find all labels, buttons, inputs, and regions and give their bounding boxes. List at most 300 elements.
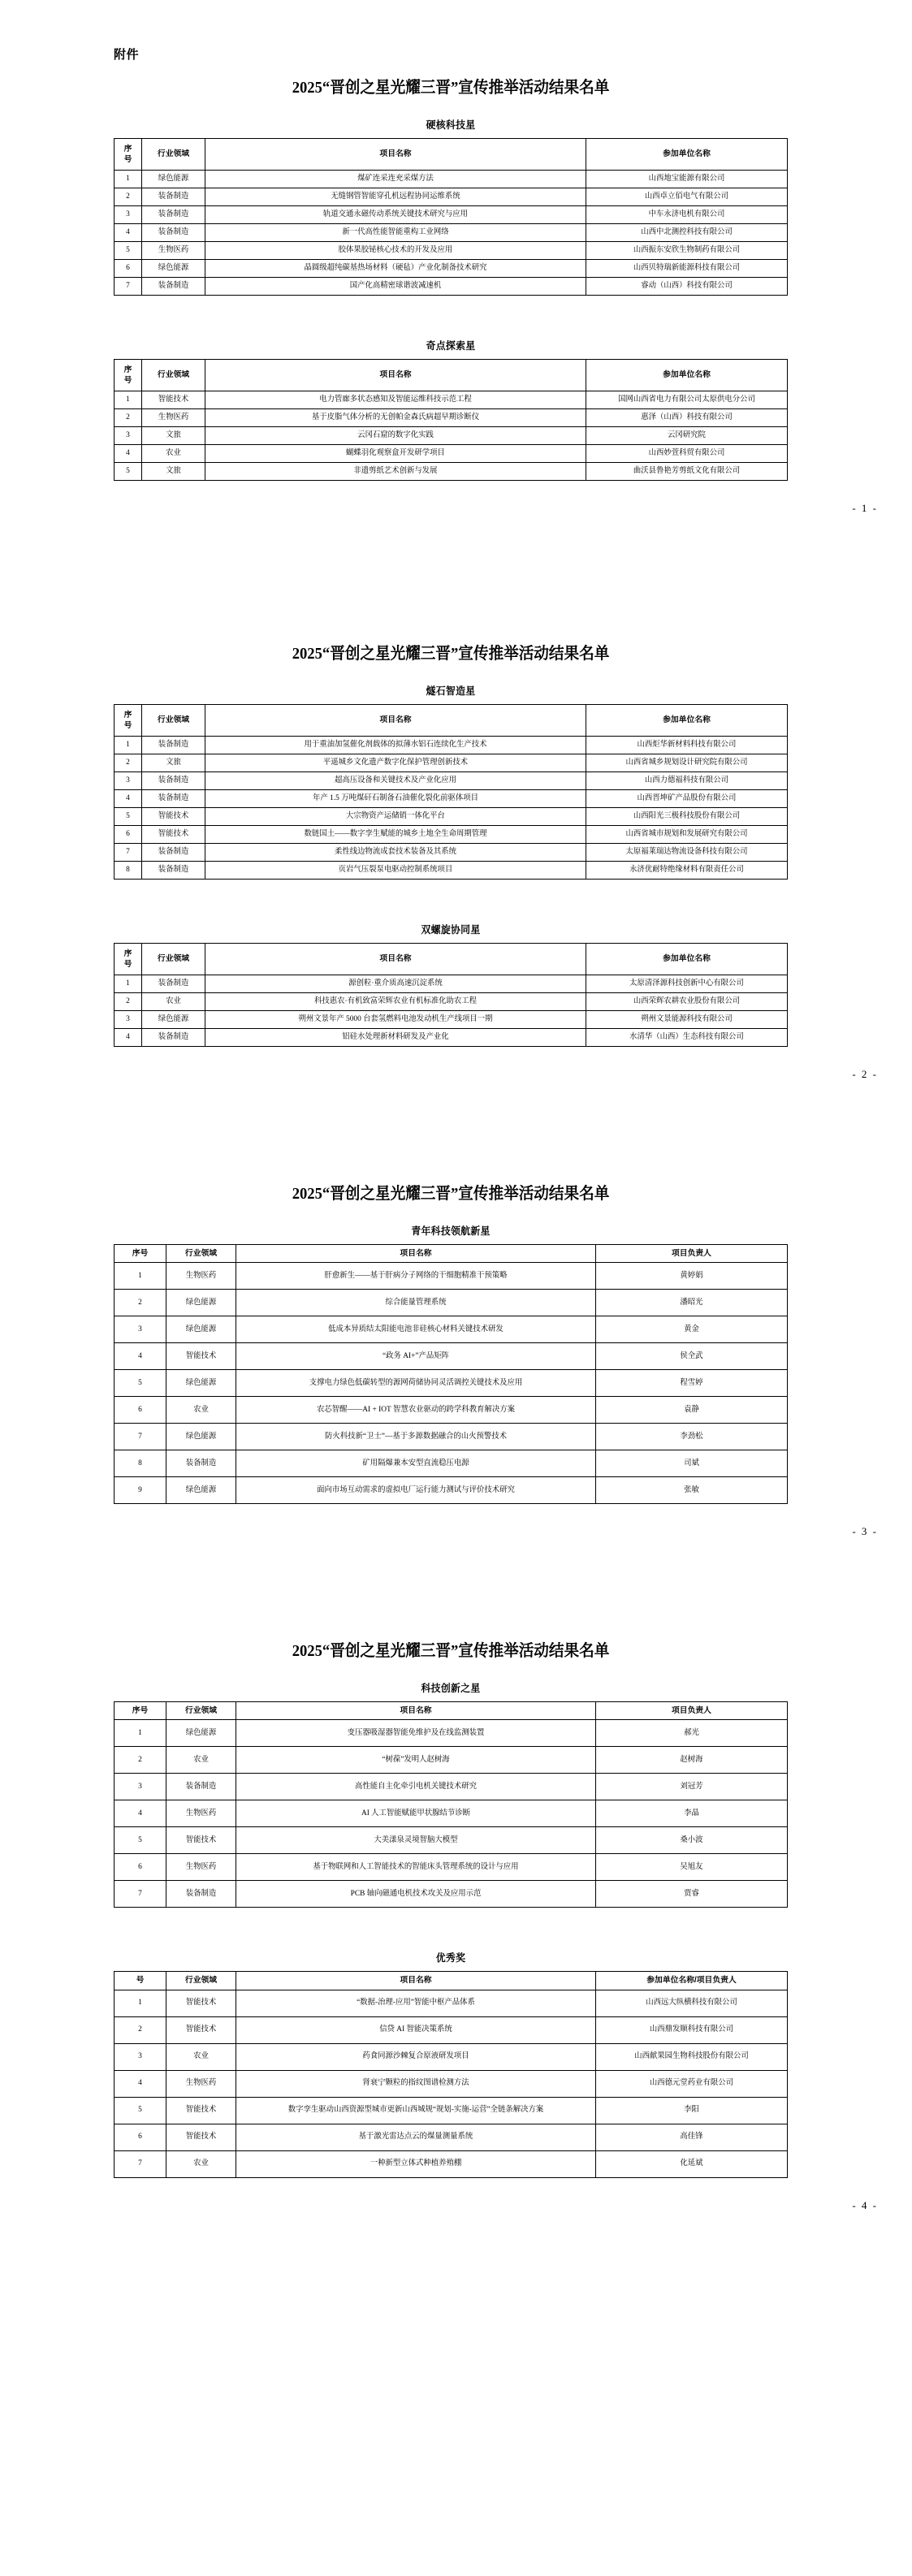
table-cell: 绿色能源 — [142, 1011, 205, 1029]
section-spacer — [114, 296, 788, 323]
table-row — [115, 826, 788, 844]
table-cell: 智能技术 — [166, 1827, 236, 1854]
table-cell: 4 — [115, 445, 142, 463]
table-cell: 源创粒·重介质高速沉淀系统 — [205, 975, 586, 993]
column-header: 行业领域 — [166, 1245, 236, 1263]
table-cell: 变压器吸湿器智能免维护及在线监测装置 — [236, 1720, 596, 1747]
table-cell: 农业 — [166, 1747, 236, 1774]
table-cell: 文旅 — [142, 427, 205, 445]
page-top-spacer — [114, 515, 788, 637]
results-table — [114, 704, 788, 880]
table-row — [115, 2097, 788, 2124]
section-title: 优秀奖 — [435, 1952, 466, 1964]
table-cell: 山西省城市规划和发展研究有限公司 — [586, 826, 788, 844]
table-cell: 吴旭友 — [596, 1854, 788, 1881]
table-header-row — [115, 139, 788, 171]
table-cell: 国产化高精密球谐波减速机 — [205, 278, 586, 296]
table-cell: 4 — [115, 1343, 166, 1370]
section-title: 青年科技领航新星 — [411, 1225, 491, 1237]
results-table — [114, 359, 788, 481]
column-header: 项目名称 — [205, 705, 586, 737]
table-cell: 文旅 — [142, 463, 205, 481]
table-cell: 6 — [115, 2124, 166, 2150]
table-cell: 3 — [115, 427, 142, 445]
table-cell: “树葆”发明人赵树海 — [236, 1747, 596, 1774]
table-header-row — [115, 944, 788, 975]
table-cell: 柔性线边物流成套技术装备及其系统 — [205, 844, 586, 862]
table-cell: 装备制造 — [142, 188, 205, 206]
table-cell: 3 — [115, 772, 142, 790]
page-title: 2025“晋创之星光耀三晋”宣传推举活动结果名单 — [292, 1185, 610, 1203]
column-header: 项目名称 — [205, 139, 586, 171]
column-header: 参加单位名称 — [586, 139, 788, 171]
table-cell: 惠泽（山西）科技有限公司 — [586, 409, 788, 427]
table-row — [115, 737, 788, 754]
table-cell: 综合能量管理系统 — [236, 1290, 596, 1316]
table-cell: 装备制造 — [142, 1029, 205, 1047]
page-number: - 3 - — [852, 1525, 878, 1538]
page-number: - 4 - — [852, 2198, 878, 2211]
table-cell: 药食同源沙棘复合原液研发项目 — [236, 2043, 596, 2070]
table-header-row — [115, 705, 788, 737]
table-cell: 山西阳光三极科技股份有限公司 — [586, 808, 788, 826]
table-cell: 水清华（山西）生态科技有限公司 — [586, 1029, 788, 1047]
column-header: 项目名称 — [236, 1245, 596, 1263]
table-cell: 智能技术 — [166, 1343, 236, 1370]
table-cell: 7 — [115, 2150, 166, 2177]
table-row — [115, 445, 788, 463]
table-cell: 3 — [115, 1774, 166, 1800]
table-cell: 装备制造 — [166, 1881, 236, 1908]
table-cell: 装备制造 — [166, 1774, 236, 1800]
table-cell: 装备制造 — [142, 278, 205, 296]
table-cell: 生物医药 — [166, 2070, 236, 2097]
table-cell: 张敏 — [596, 1477, 788, 1504]
table-cell: 刘冠芳 — [596, 1774, 788, 1800]
table-cell: 8 — [115, 1450, 166, 1477]
column-header: 项目名称 — [236, 1972, 596, 1990]
table-cell: 智能技术 — [142, 826, 205, 844]
table-cell: 侯全武 — [596, 1343, 788, 1370]
page-number: - 2 - — [852, 1068, 878, 1080]
table-cell: 页岩气压裂泵电驱动控制系统项目 — [205, 862, 586, 880]
table-cell: 矿用隔爆兼本安型直流稳压电源 — [236, 1450, 596, 1477]
table-cell: 黄金 — [596, 1316, 788, 1343]
page-content — [114, 1081, 788, 1504]
table-cell: 1 — [115, 737, 142, 754]
table-cell: 朔州文景能源科技有限公司 — [586, 1011, 788, 1029]
table-cell: 2 — [115, 1290, 166, 1316]
table-row — [115, 206, 788, 224]
table-cell: 生物医药 — [142, 242, 205, 260]
table-cell: 山西晋坤矿产品股份有限公司 — [586, 790, 788, 808]
table-row — [115, 1774, 788, 1800]
section-spacer — [114, 1908, 788, 1935]
table-cell: 潘昭光 — [596, 1290, 788, 1316]
table-cell: 智能技术 — [142, 808, 205, 826]
table-cell: 3 — [115, 2043, 166, 2070]
table-cell: 山西力德福科技有限公司 — [586, 772, 788, 790]
table-cell: 防火科技新“卫士”—基于多源数据融合的山火预警技术 — [236, 1424, 596, 1450]
table-row — [115, 2016, 788, 2043]
table-row — [115, 278, 788, 296]
table-cell: 大美漾泉灵境智脑大模型 — [236, 1827, 596, 1854]
table-cell: 山西献果园生物科技股份有限公司 — [596, 2043, 788, 2070]
column-header: 行业领域 — [166, 1702, 236, 1720]
table-header-row — [115, 1972, 788, 1990]
document-page — [0, 1081, 912, 1538]
table-cell: 3 — [115, 1011, 142, 1029]
table-row — [115, 2043, 788, 2070]
table-cell: 绿色能源 — [166, 1290, 236, 1316]
table-cell: 装备制造 — [142, 844, 205, 862]
table-cell: 山西卓立佰电气有限公司 — [586, 188, 788, 206]
table-cell: 蝴蝶羽化观察盒开发研学项目 — [205, 445, 586, 463]
table-cell: 新一代高性能智能重构工业网络 — [205, 224, 586, 242]
table-cell: 6 — [115, 826, 142, 844]
table-row — [115, 1827, 788, 1854]
table-cell: 太原福莱瑞达物流设备科技有限公司 — [586, 844, 788, 862]
table-row — [115, 1854, 788, 1881]
table-cell: 4 — [115, 2070, 166, 2097]
table-cell: 煤矿连采连充采煤方法 — [205, 171, 586, 188]
table-cell: 永济优耐特绝缘材料有限责任公司 — [586, 862, 788, 880]
table-row — [115, 1370, 788, 1397]
table-row — [115, 2070, 788, 2097]
table-cell: 电力管廊多状态感知及智能运维科技示范工程 — [205, 391, 586, 409]
table-cell: 化延斌 — [596, 2150, 788, 2177]
table-header-row — [115, 360, 788, 391]
table-row — [115, 1011, 788, 1029]
table-cell: 农业 — [142, 445, 205, 463]
table-cell: 年产 1.5 万吨煤矸石制备石油催化裂化前驱体项目 — [205, 790, 586, 808]
table-cell: 胶体果胶铋核心技术的开发及应用 — [205, 242, 586, 260]
page-number: - 1 - — [852, 502, 878, 514]
table-cell: 生物医药 — [142, 409, 205, 427]
table-cell: 装备制造 — [142, 737, 205, 754]
table-cell: 3 — [115, 1316, 166, 1343]
table-cell: 装备制造 — [142, 975, 205, 993]
table-cell: 6 — [115, 1397, 166, 1424]
table-row — [115, 242, 788, 260]
table-cell: 低成本异质结太阳能电池非硅核心材料关键技术研发 — [236, 1316, 596, 1343]
table-cell: 2 — [115, 1747, 166, 1774]
table-cell: 曲沃县鲁艳芳剪纸文化有限公司 — [586, 463, 788, 481]
table-cell: 智能技术 — [166, 2124, 236, 2150]
table-cell: 基于皮脂气体分析的无创帕金森氏病超早期诊断仪 — [205, 409, 586, 427]
table-row — [115, 224, 788, 242]
table-cell: 装备制造 — [166, 1450, 236, 1477]
table-cell: 智能技术 — [166, 2016, 236, 2043]
table-row — [115, 1477, 788, 1504]
column-header: 序 号 — [115, 139, 142, 171]
table-cell: 装备制造 — [142, 862, 205, 880]
table-cell: 6 — [115, 1854, 166, 1881]
table-cell: 李劲松 — [596, 1424, 788, 1450]
table-row — [115, 1263, 788, 1290]
table-row — [115, 808, 788, 826]
table-cell: 大宗物资产运储销一体化平台 — [205, 808, 586, 826]
column-header: 行业领域 — [142, 139, 205, 171]
table-cell: 铝硅水处理新材料研发及产业化 — [205, 1029, 586, 1047]
table-cell: 生物医药 — [166, 1800, 236, 1827]
document-page — [0, 0, 912, 515]
table-header-row — [115, 1245, 788, 1263]
table-cell: “政务 AI+”产品矩阵 — [236, 1343, 596, 1370]
table-cell: 生物医药 — [166, 1854, 236, 1881]
table-cell: 基于物联网和人工智能技术的智能床头管理系统的设计与应用 — [236, 1854, 596, 1881]
table-cell: 超高压设备和关键技术及产业化应用 — [205, 772, 586, 790]
table-cell: 太原清泽源科技创新中心有限公司 — [586, 975, 788, 993]
column-header: 项目名称 — [205, 944, 586, 975]
table-row — [115, 1290, 788, 1316]
table-row — [115, 1881, 788, 1908]
table-cell: 平遥城乡文化遗产数字化保护管理创新技术 — [205, 754, 586, 772]
table-cell: “数据-治理-应用”智能中枢产品体系 — [236, 1990, 596, 2016]
table-cell: 山西振东安欣生物制药有限公司 — [586, 242, 788, 260]
table-row — [115, 2124, 788, 2150]
table-cell: 7 — [115, 1881, 166, 1908]
table-cell: 一种新型立体式种植养殖棚 — [236, 2150, 596, 2177]
table-cell: 5 — [115, 1370, 166, 1397]
table-cell: 1 — [115, 1990, 166, 2016]
table-row — [115, 790, 788, 808]
table-cell: 用于重油加氢催化剂载体的拟薄水铝石连续化生产技术 — [205, 737, 586, 754]
table-cell: 5 — [115, 463, 142, 481]
table-cell: 山西炬华新材料科技有限公司 — [586, 737, 788, 754]
page-content — [114, 515, 788, 1047]
results-table — [114, 1244, 788, 1504]
table-cell: 智能技术 — [166, 2097, 236, 2124]
column-header: 项目负责人 — [596, 1702, 788, 1720]
table-cell: 装备制造 — [142, 790, 205, 808]
table-row — [115, 260, 788, 278]
table-cell: 赵树海 — [596, 1747, 788, 1774]
table-row — [115, 1990, 788, 2016]
table-cell: 肝愈新生——基于肝病分子网络的干细胞精准干预策略 — [236, 1263, 596, 1290]
attachment-label: 附件 — [114, 48, 140, 62]
table-cell: 1 — [115, 391, 142, 409]
table-cell: 山西荣辉农耕农业股份有限公司 — [586, 993, 788, 1011]
table-row — [115, 2150, 788, 2177]
table-cell: 信贷 AI 智能决策系统 — [236, 2016, 596, 2043]
table-cell: 农业 — [142, 993, 205, 1011]
column-header: 行业领域 — [166, 1972, 236, 1990]
column-header: 参加单位名称 — [586, 360, 788, 391]
table-cell: 桑小波 — [596, 1827, 788, 1854]
table-cell: 1 — [115, 975, 142, 993]
page-top-spacer — [114, 1538, 788, 1634]
section-title: 硬核科技星 — [426, 119, 476, 131]
table-cell: 绿色能源 — [142, 171, 205, 188]
column-header: 参加单位名称 — [586, 944, 788, 975]
table-cell: 1 — [115, 1263, 166, 1290]
table-cell: 绿色能源 — [142, 260, 205, 278]
table-cell: 晶圆级超纯碳基热场材料（硬毡）产业化制备技术研究 — [205, 260, 586, 278]
table-row — [115, 171, 788, 188]
table-cell: 绿色能源 — [166, 1316, 236, 1343]
section-title: 双螺旋协同星 — [421, 924, 481, 936]
table-cell: 国网山西省电力有限公司太原供电分公司 — [586, 391, 788, 409]
table-cell: 2 — [115, 993, 142, 1011]
table-cell: 肾衰宁颗粒的指纹图谱检测方法 — [236, 2070, 596, 2097]
table-cell: 绿色能源 — [166, 1370, 236, 1397]
column-header: 序号 — [115, 1245, 166, 1263]
table-cell: 装备制造 — [142, 206, 205, 224]
table-cell: 5 — [115, 242, 142, 260]
table-cell: 7 — [115, 844, 142, 862]
table-cell: 山西地宝能源有限公司 — [586, 171, 788, 188]
column-header: 项目名称 — [205, 360, 586, 391]
table-row — [115, 1747, 788, 1774]
table-cell: 1 — [115, 1720, 166, 1747]
table-cell: 山西鼎发顺科技有限公司 — [596, 2016, 788, 2043]
table-cell: 山西贝特瑞新能源科技有限公司 — [586, 260, 788, 278]
table-cell: 黄婷娟 — [596, 1263, 788, 1290]
document-page — [0, 1538, 912, 2211]
table-cell: 云冈研究院 — [586, 427, 788, 445]
table-row — [115, 754, 788, 772]
column-header: 号 — [115, 1972, 166, 1990]
column-header: 行业领域 — [142, 705, 205, 737]
column-header: 行业领域 — [142, 360, 205, 391]
results-table — [114, 943, 788, 1047]
table-cell: 山西德元堂药业有限公司 — [596, 2070, 788, 2097]
document-page — [0, 515, 912, 1081]
table-cell: 农业 — [166, 1397, 236, 1424]
table-cell: 1 — [115, 171, 142, 188]
column-header: 行业领域 — [142, 944, 205, 975]
table-header-row — [115, 1702, 788, 1720]
table-row — [115, 1424, 788, 1450]
table-cell: 4 — [115, 1029, 142, 1047]
column-header: 序 号 — [115, 705, 142, 737]
table-cell: AI 人工智能赋能甲状腺结节诊断 — [236, 1800, 596, 1827]
column-header: 项目负责人 — [596, 1245, 788, 1263]
table-row — [115, 1029, 788, 1047]
table-cell: 山西远大纵横科技有限公司 — [596, 1990, 788, 2016]
table-cell: 高性能自主化牵引电机关键技术研究 — [236, 1774, 596, 1800]
table-cell: 数链国土——数字孪生赋能的城乡土地全生命周期管理 — [205, 826, 586, 844]
page-content — [114, 0, 788, 481]
table-cell: 绿色能源 — [166, 1720, 236, 1747]
table-cell: 农业 — [166, 2150, 236, 2177]
table-cell: 高佳锋 — [596, 2124, 788, 2150]
table-cell: 朔州文景年产 5000 台套氢燃料电池发动机生产线项目一期 — [205, 1011, 586, 1029]
section-title: 燧石智造星 — [426, 685, 476, 697]
table-cell: 5 — [115, 1827, 166, 1854]
table-row — [115, 1720, 788, 1747]
table-row — [115, 844, 788, 862]
table-cell: 智能技术 — [142, 391, 205, 409]
table-cell: 支撑电力绿色低碳转型的源网荷储协同灵活调控关键技术及应用 — [236, 1370, 596, 1397]
table-cell: 非遗剪纸艺术创新与发展 — [205, 463, 586, 481]
table-row — [115, 1343, 788, 1370]
results-table — [114, 1971, 788, 2177]
table-cell: 农芯智醒——AI + IOT 智慧农业驱动的跨学科教育解决方案 — [236, 1397, 596, 1424]
table-cell: 7 — [115, 1424, 166, 1450]
table-cell: 中车永济电机有限公司 — [586, 206, 788, 224]
table-cell: 程雪婷 — [596, 1370, 788, 1397]
table-row — [115, 1450, 788, 1477]
table-cell: 3 — [115, 206, 142, 224]
table-cell: 山西省城乡规划设计研究院有限公司 — [586, 754, 788, 772]
table-cell: 2 — [115, 409, 142, 427]
table-row — [115, 1800, 788, 1827]
table-row — [115, 862, 788, 880]
table-cell: 4 — [115, 790, 142, 808]
table-cell: 装备制造 — [142, 224, 205, 242]
table-row — [115, 463, 788, 481]
page-title: 2025“晋创之星光耀三晋”宣传推举活动结果名单 — [292, 1642, 610, 1661]
results-table — [114, 138, 788, 296]
table-row — [115, 975, 788, 993]
table-cell: 文旅 — [142, 754, 205, 772]
table-cell: 科技惠农·有机致富荣辉农业有机标准化助农工程 — [205, 993, 586, 1011]
table-cell: 2 — [115, 2016, 166, 2043]
table-row — [115, 772, 788, 790]
table-cell: 袁静 — [596, 1397, 788, 1424]
table-cell: 基于激光雷达点云的煤量测量系统 — [236, 2124, 596, 2150]
page-title: 2025“晋创之星光耀三晋”宣传推举活动结果名单 — [292, 79, 610, 97]
table-cell: 8 — [115, 862, 142, 880]
table-cell: 李阳 — [596, 2097, 788, 2124]
page-top-spacer — [114, 1081, 788, 1177]
table-cell: 生物医药 — [166, 1263, 236, 1290]
table-cell: 云冈石窟的数字化实践 — [205, 427, 586, 445]
table-cell: 郝光 — [596, 1720, 788, 1747]
table-row — [115, 1316, 788, 1343]
table-cell: 李晶 — [596, 1800, 788, 1827]
column-header: 序 号 — [115, 944, 142, 975]
column-header: 参加单位名称 — [586, 705, 788, 737]
page-title: 2025“晋创之星光耀三晋”宣传推举活动结果名单 — [292, 645, 610, 663]
table-cell: 数字孪生驱动山西资源型城市更新山西城规“规划-实施-运营”全链条解决方案 — [236, 2097, 596, 2124]
table-cell: 4 — [115, 224, 142, 242]
table-cell: 4 — [115, 1800, 166, 1827]
table-row — [115, 1397, 788, 1424]
table-cell: 7 — [115, 278, 142, 296]
table-cell: 装备制造 — [142, 772, 205, 790]
table-cell: 9 — [115, 1477, 166, 1504]
column-header: 序号 — [115, 1702, 166, 1720]
table-cell: 山西中北测控科技有限公司 — [586, 224, 788, 242]
table-cell: 2 — [115, 754, 142, 772]
table-cell: 绿色能源 — [166, 1424, 236, 1450]
table-cell: 2 — [115, 188, 142, 206]
page-content — [114, 1538, 788, 2177]
table-cell: 轨道交通永磁传动系统关键技术研究与应用 — [205, 206, 586, 224]
table-row — [115, 427, 788, 445]
column-header: 项目名称 — [236, 1702, 596, 1720]
column-header: 参加单位名称/项目负责人 — [596, 1972, 788, 1990]
table-row — [115, 391, 788, 409]
table-cell: PCB 轴向磁通电机技术攻关及应用示范 — [236, 1881, 596, 1908]
table-row — [115, 409, 788, 427]
table-cell: 贾睿 — [596, 1881, 788, 1908]
table-cell: 睿动（山西）科技有限公司 — [586, 278, 788, 296]
section-title: 科技创新之星 — [421, 1683, 481, 1695]
table-row — [115, 188, 788, 206]
table-cell: 智能技术 — [166, 1990, 236, 2016]
table-cell: 司斌 — [596, 1450, 788, 1477]
results-table — [114, 1701, 788, 1908]
section-title: 奇点探索星 — [426, 340, 476, 352]
table-row — [115, 993, 788, 1011]
table-cell: 5 — [115, 2097, 166, 2124]
table-cell: 5 — [115, 808, 142, 826]
table-cell: 绿色能源 — [166, 1477, 236, 1504]
